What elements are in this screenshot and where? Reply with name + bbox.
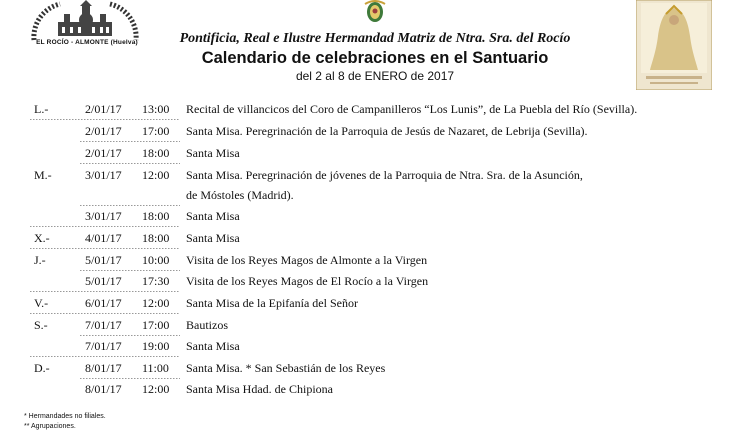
row-separator [30,119,180,120]
page-title: Calendario de celebraciones en el Santuario [201,49,549,67]
schedule-row [0,382,750,402]
schedule-row [0,168,750,188]
time-cell: 12:00 [142,168,170,182]
event-description: Santa Misa [186,339,240,353]
time-cell: 18:00 [142,146,170,160]
date-cell: 7/01/17 [85,318,122,332]
row-separator [80,205,180,206]
event-description: Santa Misa [186,146,240,160]
time-cell: 12:00 [142,296,170,310]
brotherhood-name: Pontificia, Real e Ilustre Hermandad Matriz de Ntra. Sra. del Rocío [179,31,571,46]
row-separator [30,356,180,357]
date-cell: 7/01/17 [85,339,122,353]
event-description: Santa Misa [186,209,240,223]
event-description: Bautizos [186,318,228,332]
row-separator [80,335,180,336]
date-cell: 4/01/17 [85,231,122,245]
day-label: V.- [34,296,49,310]
time-cell: 19:00 [142,339,170,353]
time-cell: 18:00 [142,209,170,223]
date-cell: 6/01/17 [85,296,122,310]
date-cell: 5/01/17 [85,253,122,267]
row-separator [30,226,180,227]
date-cell: 2/01/17 [85,102,122,116]
row-separator [80,163,180,164]
date-range: del 2 al 8 de ENERO de 2017 [295,69,455,83]
logo-caption: EL ROCÍO - ALMONTE (Huelva) [36,39,138,46]
date-cell: 8/01/17 [85,361,122,375]
footnote: * Hermandades no filiales. [24,413,106,420]
date-cell: 3/01/17 [85,168,122,182]
time-cell: 10:00 [142,253,170,267]
time-cell: 17:00 [142,124,170,138]
time-cell: 13:00 [142,102,170,116]
day-label: S.- [34,318,48,332]
row-separator [30,248,180,249]
crest-emblem [362,0,388,24]
time-cell: 17:00 [142,318,170,332]
row-separator [80,270,180,271]
event-description: Visita de los Reyes Magos de Almonte a la Virgen [186,253,428,267]
row-separator [80,141,180,142]
time-cell: 17:30 [142,274,170,288]
event-description: Recital de villancicos del Coro de Campanilleros “Los Lunis”, de La Puebla del Río (Sevilla). [186,102,638,116]
event-description: Santa Misa [186,231,240,245]
row-separator [80,378,180,379]
event-description: Santa Misa. Peregrinación de la Parroquia de Jesús de Nazaret, de Lebrija (Sevilla). [186,124,588,138]
date-cell: 2/01/17 [85,146,122,160]
date-cell: 2/01/17 [85,124,122,138]
time-cell: 11:00 [142,361,169,375]
time-cell: 12:00 [142,382,170,396]
event-description: Santa Misa. * San Sebastián de los Reyes [186,361,386,375]
day-label: D.- [34,361,50,375]
row-separator [30,291,180,292]
event-description: Visita de los Reyes Magos de El Rocío a la Virgen [186,274,429,288]
footnote: ** Agrupaciones. [24,423,76,430]
date-cell: 3/01/17 [85,209,122,223]
event-description: Santa Misa. Peregrinación de jóvenes de la Parroquia de Ntra. Sra. de la Asunción, [186,168,583,182]
row-separator [30,313,180,314]
date-cell: 5/01/17 [85,274,122,288]
day-label: J.- [34,253,46,267]
event-description: Santa Misa Hdad. de Chipiona [186,382,333,396]
event-description: Santa Misa de la Epifanía del Señor [186,296,358,310]
day-label: M.- [34,168,52,182]
date-cell: 8/01/17 [85,382,122,396]
event-description-continued: de Móstoles (Madrid). [186,188,294,202]
day-label: X.- [34,231,50,245]
time-cell: 18:00 [142,231,170,245]
day-label: L.- [34,102,49,116]
